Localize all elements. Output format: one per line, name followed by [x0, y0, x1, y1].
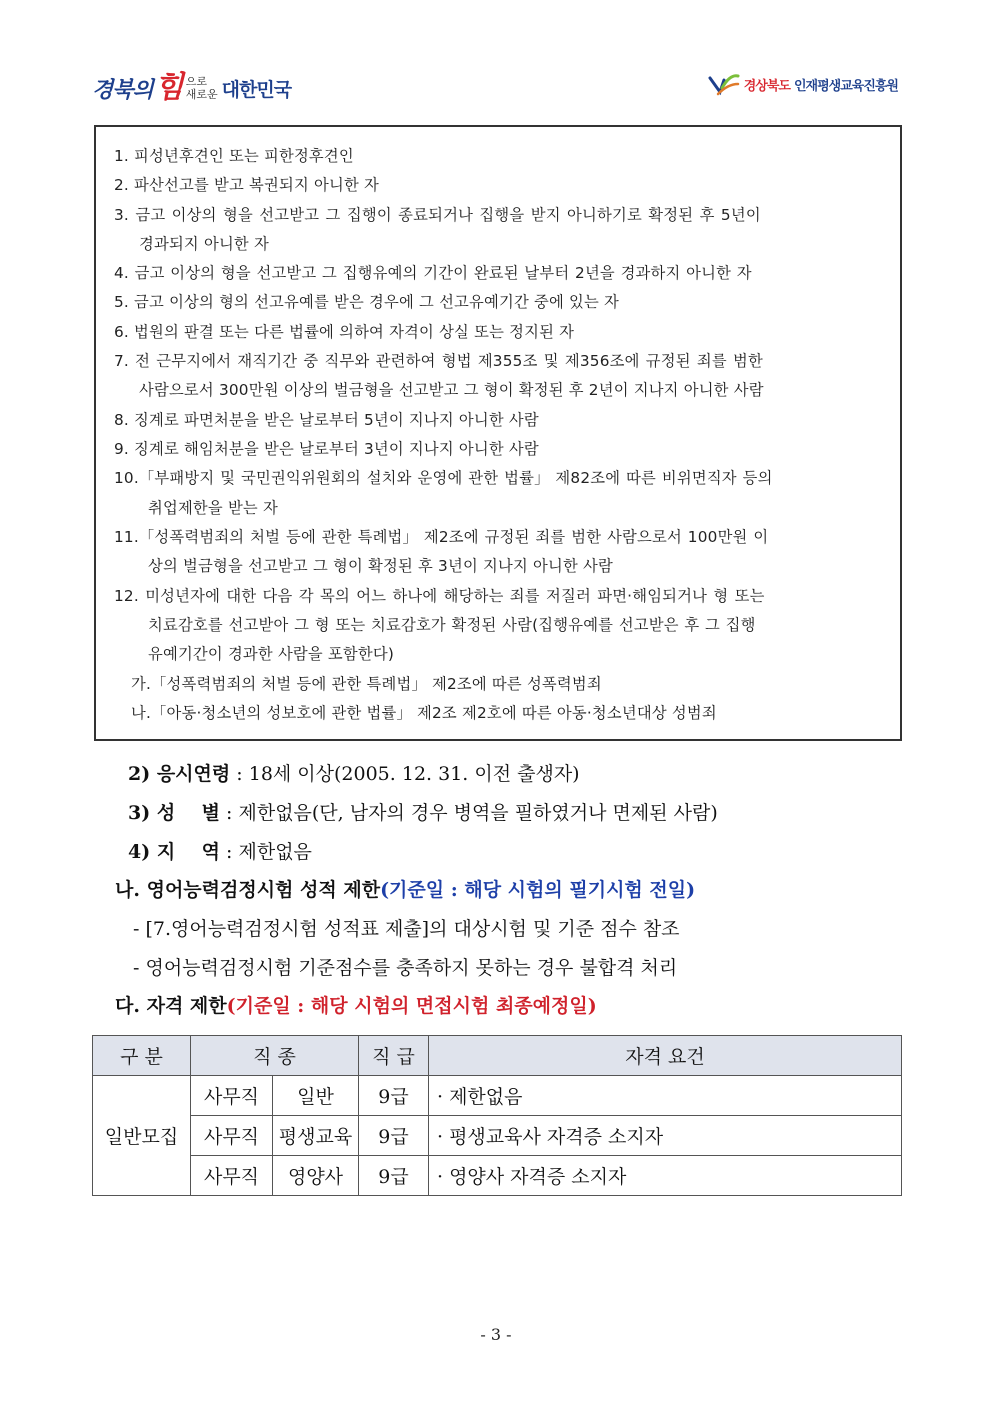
institute-name: 인재평생교육진흥원: [793, 78, 898, 94]
logo-text-big: 대한민국: [221, 78, 292, 101]
logo-text-part1: 경북의: [92, 76, 153, 103]
table-header-row: [93, 1036, 902, 1076]
page-header: [0, 0, 992, 120]
na-line-2: - 영어능력검정시험 기준점수를 충족하지 못하는 경우 불합격 처리: [133, 957, 678, 979]
logo-stack-top: 으로: [185, 75, 208, 88]
header-category: 구 분: [93, 1036, 191, 1076]
header-requirement: 자격 요건: [429, 1036, 902, 1076]
job-a-cell: 사무직: [191, 1156, 273, 1196]
section-na-heading: [115, 875, 695, 902]
section-na-title: 나. 영어능력검정시험 성적 제한: [115, 879, 381, 901]
institute-name-colored: 경상북도: [743, 78, 790, 94]
list-item: 8. 징계로 파면처분을 받은 날로부터 5년이 지나지 아니한 사람: [114, 411, 539, 429]
list-item: 취업제한을 받는 자: [148, 499, 278, 517]
list-item: 유예기간이 경과한 사람을 포함한다): [148, 645, 395, 663]
group-cell: 일반모집: [93, 1076, 191, 1196]
list-item: 5. 금고 이상의 형의 선고유예를 받은 경우에 그 선고유예기간 중에 있는 자: [114, 293, 620, 311]
gender-requirement: [128, 798, 718, 825]
table-row: [93, 1116, 902, 1156]
region-label: 4) 지 역: [128, 841, 220, 863]
gender-value: : 제한없음(단, 남자의 경우 병역을 필하였거나 면제된 사람): [220, 802, 718, 824]
page-number: - 3 -: [480, 1325, 512, 1344]
list-item: 6. 법원의 판결 또는 다른 법률에 의하여 자격이 상실 또는 정지된 자: [114, 323, 575, 341]
logo-stack: [186, 75, 218, 101]
section-da-title: 다. 자격 제한: [115, 995, 227, 1017]
list-item: 11.「성폭력범죄의 처벌 등에 관한 특례법」 제2조에 규정된 죄를 범한 사람으로서 100만원 이: [114, 528, 769, 546]
list-item: 사람으로서 300만원 이상의 벌금형을 선고받고 그 형이 확정된 후 2년이 지나지 아니한 사람: [139, 381, 764, 399]
logo-stack-bottom: 새로운: [185, 88, 218, 101]
list-item: 나.「아동·청소년의 성보호에 관한 법률」 제2조 제2호에 따른 아동·청소년대상 성범죄: [131, 704, 717, 722]
region-value: : 제한없음: [220, 841, 312, 863]
grade-cell: 9급: [359, 1156, 429, 1196]
list-item: 10.「부패방지 및 국민권익위원회의 설치와 운영에 관한 법률」 제82조에 따른 비위면직자 등의: [114, 469, 773, 487]
job-a-cell: 사무직: [191, 1076, 273, 1116]
region-requirement: [128, 837, 312, 864]
institute-logo: [708, 72, 898, 96]
job-b-cell: 평생교육: [273, 1116, 359, 1156]
requirement-cell: · 평생교육사 자격증 소지자: [429, 1116, 902, 1156]
header-job-type: 직 종: [191, 1036, 359, 1076]
section-na-note: (기준일 : 해당 시험의 필기시험 전일): [380, 879, 696, 901]
gender-label: 3) 성 별: [128, 802, 220, 824]
table-row: [93, 1156, 902, 1196]
requirement-cell: · 영양사 자격증 소지자: [429, 1156, 902, 1196]
list-item: 1. 피성년후견인 또는 피한정후견인: [114, 147, 354, 165]
age-value: : 18세 이상(2005. 12. 31. 이전 출생자): [230, 763, 580, 785]
requirement-cell: · 제한없음: [429, 1076, 902, 1116]
list-item: 2. 파산선고를 받고 복권되지 아니한 자: [114, 176, 379, 194]
table-row: [93, 1076, 902, 1116]
logo-text-part2: 힘: [154, 70, 184, 105]
list-item: 상의 벌금형을 선고받고 그 형이 확정된 후 3년이 지나지 아니한 사람: [148, 557, 613, 575]
section-da-note: (기준일 : 해당 시험의 면접시험 최종예정일): [226, 995, 597, 1017]
list-item: 4. 금고 이상의 형을 선고받고 그 집행유예의 기간이 완료된 날부터 2년을 경과하지 아니한 자: [114, 264, 752, 282]
list-item: 9. 징계로 해임처분을 받은 날로부터 3년이 지나지 아니한 사람: [114, 440, 539, 458]
age-requirement: [128, 759, 580, 786]
job-a-cell: 사무직: [191, 1116, 273, 1156]
grade-cell: 9급: [359, 1116, 429, 1156]
disqualification-box: [94, 125, 902, 741]
qualification-table: [92, 1035, 902, 1196]
institute-emblem-icon: [708, 72, 740, 96]
grade-cell: 9급: [359, 1076, 429, 1116]
na-line-1: - [7.영어능력검정시험 성적표 제출]의 대상시험 및 기준 점수 참조: [133, 918, 680, 940]
gyeongbuk-slogan-logo: [92, 68, 291, 108]
age-label: 2) 응시연령: [128, 763, 231, 785]
list-item: 12. 미성년자에 대한 다음 각 목의 어느 하나에 해당하는 죄를 저질러 파면·해임되거나 형 또는: [114, 587, 765, 605]
list-item: 7. 전 근무지에서 재직기간 중 직무와 관련하여 형법 제355조 및 제356조에 규정된 죄를 범한: [114, 352, 763, 370]
job-b-cell: 영양사: [273, 1156, 359, 1196]
list-item: 가.「성폭력범죄의 처벌 등에 관한 특례법」 제2조에 따른 성폭력범죄: [131, 675, 602, 693]
list-item: 3. 금고 이상의 형을 선고받고 그 집행이 종료되거나 집행을 받지 아니하기로 확정된 후 5년이: [114, 206, 761, 224]
job-b-cell: 일반: [273, 1076, 359, 1116]
list-item: 경과되지 아니한 자: [139, 235, 269, 253]
header-grade: 직 급: [359, 1036, 429, 1076]
list-item: 치료감호를 선고받아 그 형 또는 치료감호가 확정된 사람(집행유예를 선고받은 후 그 집행: [148, 616, 756, 634]
section-da-heading: [115, 991, 597, 1018]
